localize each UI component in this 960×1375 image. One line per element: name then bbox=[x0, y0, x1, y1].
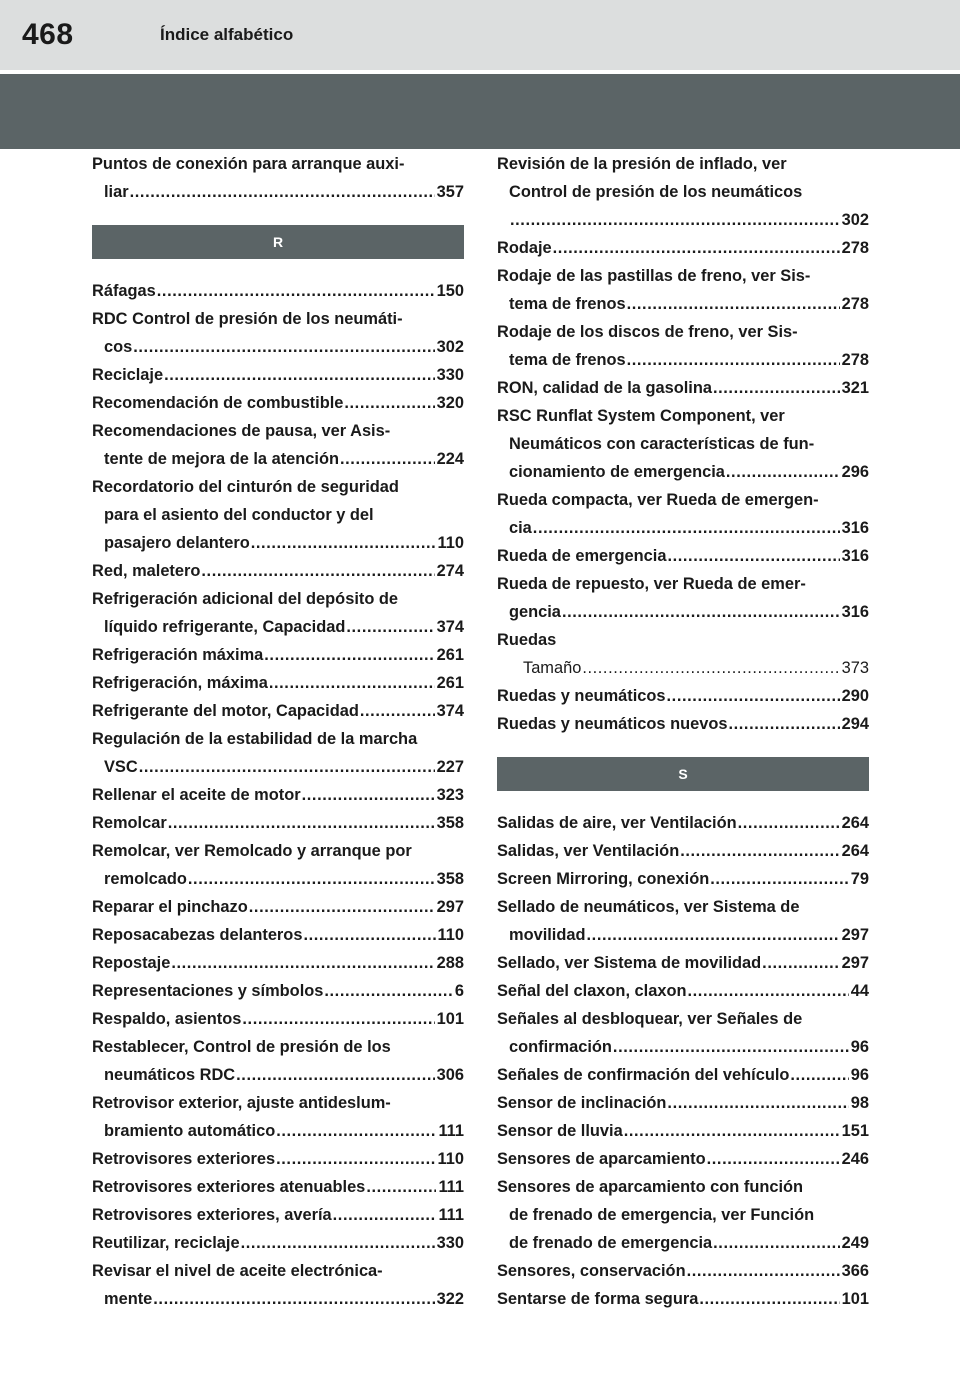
page-reference: 366 bbox=[841, 1262, 869, 1280]
page-reference: 224 bbox=[436, 450, 464, 468]
entry-text: Rueda de emergencia bbox=[497, 547, 667, 565]
index-entry bbox=[92, 669, 464, 697]
entry-text: Representaciones y símbolos bbox=[92, 982, 324, 1000]
index-entry bbox=[92, 1145, 464, 1173]
dot-leader bbox=[698, 1285, 839, 1313]
index-entry bbox=[92, 921, 464, 949]
entry-text: Rueda compacta, ver Rueda de emergen- bbox=[497, 491, 819, 509]
index-entry bbox=[497, 542, 869, 570]
dot-leader bbox=[679, 837, 839, 865]
page-reference: 111 bbox=[438, 1122, 464, 1140]
page-reference: 101 bbox=[436, 1010, 464, 1028]
index-entry bbox=[92, 949, 464, 977]
index-entry bbox=[92, 697, 464, 725]
dot-leader bbox=[235, 1061, 434, 1089]
index-entry bbox=[92, 305, 464, 361]
page-reference: 322 bbox=[436, 1290, 464, 1308]
dot-leader bbox=[163, 361, 435, 389]
dot-leader bbox=[626, 346, 840, 374]
entry-text: Neumáticos con características de fun- bbox=[509, 435, 815, 453]
entry-text: Reparar el pinchazo bbox=[92, 898, 248, 916]
entry-text: RSC Runflat System Component, ver bbox=[497, 407, 785, 425]
entry-text: Refrigeración máxima bbox=[92, 646, 264, 664]
entry-text: Retrovisor exterior, ajuste antideslum- bbox=[92, 1094, 391, 1112]
page-reference: 330 bbox=[436, 366, 464, 384]
entry-text: RON, calidad de la gasolina bbox=[497, 379, 712, 397]
entry-text: Red, maletero bbox=[92, 562, 201, 580]
entry-text: remolcado bbox=[104, 870, 187, 888]
page-reference: 261 bbox=[436, 646, 464, 664]
page-reference: 357 bbox=[436, 183, 464, 201]
dot-leader bbox=[666, 682, 840, 710]
entry-text: Recomendación de combustible bbox=[92, 394, 344, 412]
dot-leader bbox=[332, 1201, 437, 1229]
page-reference: 290 bbox=[841, 687, 869, 705]
dot-leader bbox=[241, 1005, 434, 1033]
index-entry bbox=[497, 710, 869, 738]
dot-leader bbox=[727, 710, 839, 738]
index-entry bbox=[497, 977, 869, 1005]
page-reference: 110 bbox=[437, 926, 464, 944]
dot-leader bbox=[132, 333, 434, 361]
entry-text: tente de mejora de la atención bbox=[104, 450, 339, 468]
section-letter-s: S bbox=[497, 757, 869, 791]
dot-leader bbox=[706, 1145, 840, 1173]
dot-leader bbox=[709, 865, 849, 893]
dot-leader bbox=[275, 1145, 435, 1173]
index-subentry bbox=[497, 654, 869, 682]
entry-text: Remolcar bbox=[92, 814, 167, 832]
index-entry bbox=[497, 949, 869, 977]
dot-leader bbox=[200, 557, 434, 585]
index-entry bbox=[92, 417, 464, 473]
entry-text: Ráfagas bbox=[92, 282, 156, 300]
index-entry bbox=[497, 1257, 869, 1285]
dot-leader bbox=[250, 529, 436, 557]
dot-leader bbox=[187, 865, 435, 893]
entry-text: Señales de confirmación del vehículo bbox=[497, 1066, 790, 1084]
page-reference: 79 bbox=[850, 870, 869, 888]
page-reference: 278 bbox=[841, 295, 869, 313]
index-entry bbox=[497, 570, 869, 626]
index-column-left bbox=[92, 150, 464, 1313]
page-reference: 150 bbox=[436, 282, 464, 300]
entry-text: neumáticos RDC bbox=[104, 1066, 236, 1084]
dot-leader bbox=[626, 290, 840, 318]
page-reference: 278 bbox=[841, 351, 869, 369]
entry-text: Salidas, ver Ventilación bbox=[497, 842, 680, 860]
dot-leader bbox=[623, 1117, 840, 1145]
entry-text: Señales al desbloquear, ver Señales de bbox=[497, 1010, 803, 1028]
page-reference: 261 bbox=[436, 674, 464, 692]
index-entry bbox=[92, 557, 464, 585]
page-reference: 294 bbox=[841, 715, 869, 733]
entry-text: Control de presión de los neumáticos bbox=[509, 183, 803, 201]
entry-text: Ruedas y neumáticos nuevos bbox=[497, 715, 728, 733]
page-reference: 288 bbox=[436, 954, 464, 972]
page-number: 468 bbox=[22, 18, 74, 51]
index-entry bbox=[497, 262, 869, 318]
index-entry bbox=[92, 809, 464, 837]
index-entry bbox=[92, 150, 464, 206]
dot-leader bbox=[240, 1229, 435, 1257]
section-letter-r: R bbox=[92, 225, 464, 259]
dot-leader bbox=[167, 809, 435, 837]
page-reference: 302 bbox=[841, 211, 869, 229]
page-reference: 227 bbox=[436, 758, 464, 776]
index-entry bbox=[92, 641, 464, 669]
dot-leader bbox=[666, 542, 839, 570]
dot-leader bbox=[666, 1089, 848, 1117]
page-reference: 111 bbox=[438, 1206, 464, 1224]
entry-text: Sellado de neumáticos, ver Sistema de bbox=[497, 898, 800, 916]
page-reference: 306 bbox=[436, 1066, 464, 1084]
page-reference: 316 bbox=[841, 547, 869, 565]
entry-text: Refrigeración, máxima bbox=[92, 674, 268, 692]
index-entry bbox=[497, 1089, 869, 1117]
entry-text: Sensor de lluvia bbox=[497, 1122, 623, 1140]
page-reference: 358 bbox=[436, 870, 464, 888]
index-column-right bbox=[497, 150, 869, 1313]
dot-leader bbox=[343, 389, 434, 417]
index-entry bbox=[497, 402, 869, 486]
entry-text: Tamaño bbox=[523, 659, 582, 677]
entry-text: Sensores, conservación bbox=[497, 1262, 686, 1280]
entry-text: liar bbox=[104, 183, 129, 201]
index-entry bbox=[92, 1033, 464, 1089]
dot-leader bbox=[275, 1117, 436, 1145]
index-entry bbox=[497, 1173, 869, 1257]
index-entry bbox=[497, 486, 869, 542]
dot-leader bbox=[248, 893, 435, 921]
entry-text: líquido refrigerante, Capacidad bbox=[104, 618, 346, 636]
index-entry bbox=[92, 837, 464, 893]
page-reference: 320 bbox=[436, 394, 464, 412]
index-entry bbox=[497, 150, 869, 234]
page-reference: 274 bbox=[436, 562, 464, 580]
entry-text: Screen Mirroring, conexión bbox=[497, 870, 710, 888]
dot-leader bbox=[345, 613, 434, 641]
dot-leader bbox=[156, 277, 435, 305]
entry-text: cia bbox=[509, 519, 532, 537]
dot-leader bbox=[686, 977, 848, 1005]
entry-text: cos bbox=[104, 338, 133, 356]
index-entry bbox=[497, 374, 869, 402]
index-entry bbox=[497, 318, 869, 374]
page-reference: 96 bbox=[850, 1066, 869, 1084]
index-entry bbox=[92, 389, 464, 417]
index-entry bbox=[92, 473, 464, 557]
entry-text: mente bbox=[104, 1290, 153, 1308]
entry-text: Rodaje bbox=[497, 239, 552, 257]
page-reference: 278 bbox=[841, 239, 869, 257]
entry-text: Rodaje de los discos de freno, ver Sis- bbox=[497, 323, 798, 341]
index-entry bbox=[92, 1173, 464, 1201]
entry-text: cionamiento de emergencia bbox=[509, 463, 725, 481]
entry-text: Reutilizar, reciclaje bbox=[92, 1234, 240, 1252]
page-reference: 110 bbox=[437, 1150, 464, 1168]
dot-leader bbox=[170, 949, 434, 977]
index-heading bbox=[497, 626, 869, 654]
index-entry bbox=[497, 682, 869, 710]
dot-leader bbox=[586, 921, 840, 949]
page-reference: 373 bbox=[841, 659, 869, 677]
page-reference: 374 bbox=[436, 702, 464, 720]
page-reference: 297 bbox=[841, 954, 869, 972]
entry-text: confirmación bbox=[509, 1038, 612, 1056]
entry-text: tema de frenos bbox=[509, 351, 626, 369]
index-entry bbox=[92, 1005, 464, 1033]
entry-text: Revisión de la presión de inflado, ver bbox=[497, 155, 787, 173]
index-entry bbox=[497, 893, 869, 949]
page-reference: 358 bbox=[436, 814, 464, 832]
page-header bbox=[0, 0, 960, 70]
page-reference: 111 bbox=[438, 1178, 464, 1196]
page-reference: 110 bbox=[437, 534, 464, 552]
dot-leader bbox=[138, 753, 435, 781]
entry-text: Sensores de aparcamiento con función bbox=[497, 1178, 804, 1196]
dot-leader bbox=[509, 206, 840, 234]
entry-text: Sellado, ver Sistema de movilidad bbox=[497, 954, 762, 972]
page-reference: 321 bbox=[841, 379, 869, 397]
entry-text: Sensor de inclinación bbox=[497, 1094, 667, 1112]
entry-text: pasajero delantero bbox=[104, 534, 250, 552]
index-entry bbox=[92, 725, 464, 781]
entry-text: Regulación de la estabilidad de la marcha bbox=[92, 730, 418, 748]
entry-text: Retrovisores exteriores, avería bbox=[92, 1206, 332, 1224]
dot-leader bbox=[129, 178, 435, 206]
dot-leader bbox=[339, 445, 435, 473]
entry-text: RDC Control de presión de los neumáti- bbox=[92, 310, 403, 328]
page-reference: 296 bbox=[841, 463, 869, 481]
entry-text: Sensores de aparcamiento bbox=[497, 1150, 706, 1168]
dot-leader bbox=[561, 598, 840, 626]
entry-text: Revisar el nivel de aceite electrónica- bbox=[92, 1262, 383, 1280]
entry-text: Retrovisores exteriores bbox=[92, 1150, 276, 1168]
header-banner bbox=[0, 74, 960, 149]
index-entry bbox=[497, 1117, 869, 1145]
index-entry bbox=[497, 234, 869, 262]
page-reference: 151 bbox=[841, 1122, 869, 1140]
page-reference: 323 bbox=[436, 786, 464, 804]
entry-text: Sentarse de forma segura bbox=[497, 1290, 699, 1308]
page-reference: 330 bbox=[436, 1234, 464, 1252]
index-entry bbox=[497, 1061, 869, 1089]
page-reference: 316 bbox=[841, 603, 869, 621]
entry-text: Respaldo, asientos bbox=[92, 1010, 242, 1028]
dot-leader bbox=[612, 1033, 849, 1061]
dot-leader bbox=[789, 1061, 848, 1089]
index-entry bbox=[497, 837, 869, 865]
index-entry bbox=[92, 277, 464, 305]
entry-text: Refrigeración adicional del depósito de bbox=[92, 590, 399, 608]
dot-leader bbox=[532, 514, 840, 542]
entry-text: Reciclaje bbox=[92, 366, 164, 384]
dot-leader bbox=[737, 809, 840, 837]
page-reference: 6 bbox=[454, 982, 464, 1000]
entry-text: Puntos de conexión para arranque auxi- bbox=[92, 155, 405, 173]
entry-text: para el asiento del conductor y del bbox=[104, 506, 374, 524]
page-reference: 264 bbox=[841, 814, 869, 832]
entry-text: Restablecer, Control de presión de los bbox=[92, 1038, 391, 1056]
page-reference: 264 bbox=[841, 842, 869, 860]
page-reference: 98 bbox=[850, 1094, 869, 1112]
index-entry bbox=[92, 585, 464, 641]
page-reference: 96 bbox=[850, 1038, 869, 1056]
dot-leader bbox=[686, 1257, 840, 1285]
page-title: Índice alfabético bbox=[160, 25, 294, 44]
entry-text: VSC bbox=[104, 758, 138, 776]
entry-text: de frenado de emergencia bbox=[509, 1234, 713, 1252]
index-entry bbox=[497, 1145, 869, 1173]
page-reference: 297 bbox=[436, 898, 464, 916]
page-reference: 374 bbox=[436, 618, 464, 636]
entry-text: movilidad bbox=[509, 926, 586, 944]
entry-text: Rodaje de las pastillas de freno, ver Sis- bbox=[497, 267, 811, 285]
entry-text: Repostaje bbox=[92, 954, 171, 972]
dot-leader bbox=[323, 977, 453, 1005]
page-reference: 316 bbox=[841, 519, 869, 537]
entry-text: Retrovisores exteriores atenuables bbox=[92, 1178, 366, 1196]
index-entry bbox=[497, 1285, 869, 1313]
dot-leader bbox=[761, 949, 839, 977]
page-reference: 302 bbox=[436, 338, 464, 356]
index-entry bbox=[92, 781, 464, 809]
page-reference: 246 bbox=[841, 1150, 869, 1168]
entry-text: Reposacabezas delanteros bbox=[92, 926, 303, 944]
dot-leader bbox=[365, 1173, 436, 1201]
index-entry bbox=[92, 977, 464, 1005]
entry-text: Refrigerante del motor, Capacidad bbox=[92, 702, 359, 720]
dot-leader bbox=[712, 1229, 840, 1257]
entry-text: de frenado de emergencia, ver Función bbox=[509, 1206, 815, 1224]
entry-text: tema de frenos bbox=[509, 295, 626, 313]
index-entry bbox=[92, 361, 464, 389]
index-entry bbox=[92, 1201, 464, 1229]
dot-leader bbox=[152, 1285, 434, 1313]
index-entry bbox=[497, 809, 869, 837]
dot-leader bbox=[552, 234, 840, 262]
dot-leader bbox=[725, 458, 840, 486]
dot-leader bbox=[268, 669, 435, 697]
entry-text: Salidas de aire, ver Ventilación bbox=[497, 814, 737, 832]
entry-text: Recomendaciones de pausa, ver Asis- bbox=[92, 422, 391, 440]
page-reference: 249 bbox=[841, 1234, 869, 1252]
index-entry bbox=[92, 1257, 464, 1313]
entry-text: gencia bbox=[509, 603, 561, 621]
entry-text: Señal del claxon, claxon bbox=[497, 982, 687, 1000]
entry-text: bramiento automático bbox=[104, 1122, 276, 1140]
dot-leader bbox=[581, 654, 839, 682]
dot-leader bbox=[263, 641, 434, 669]
dot-leader bbox=[302, 921, 435, 949]
page-reference: 297 bbox=[841, 926, 869, 944]
entry-text: Rueda de repuesto, ver Rueda de emer- bbox=[497, 575, 806, 593]
dot-leader bbox=[712, 374, 840, 402]
entry-text: Ruedas bbox=[497, 631, 557, 649]
entry-text: Remolcar, ver Remolcado y arranque por bbox=[92, 842, 412, 860]
index-entry bbox=[497, 1005, 869, 1061]
page-reference: 101 bbox=[841, 1290, 869, 1308]
index-entry bbox=[92, 1089, 464, 1145]
entry-text: Ruedas y neumáticos bbox=[497, 687, 666, 705]
entry-text: Rellenar el aceite de motor bbox=[92, 786, 301, 804]
page-reference: 44 bbox=[850, 982, 869, 1000]
index-entry bbox=[92, 1229, 464, 1257]
dot-leader bbox=[359, 697, 435, 725]
index-entry bbox=[497, 865, 869, 893]
index-entry bbox=[92, 893, 464, 921]
entry-text: Recordatorio del cinturón de seguridad bbox=[92, 478, 399, 496]
dot-leader bbox=[301, 781, 435, 809]
